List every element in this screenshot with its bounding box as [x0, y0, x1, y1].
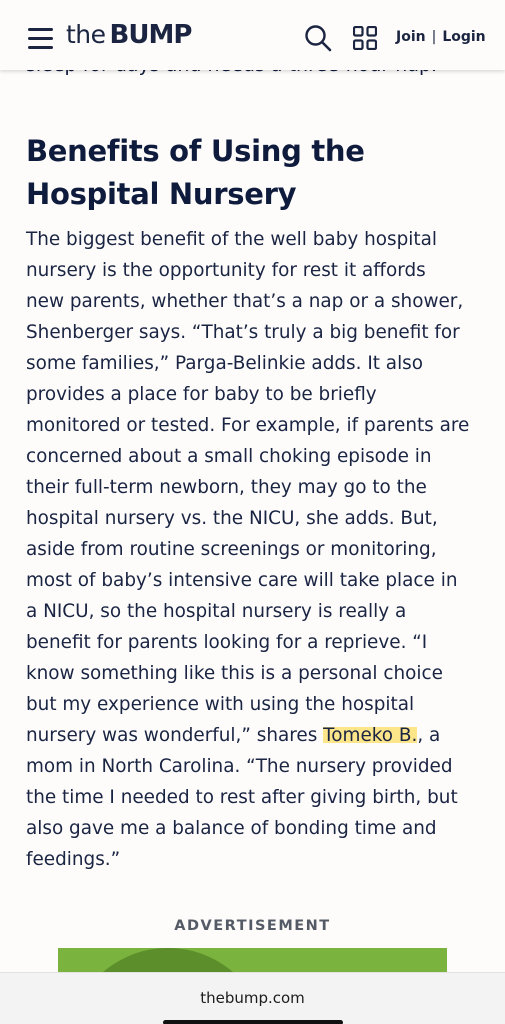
auth-links [396, 29, 486, 45]
paragraph-line: know something like this is a personal choice [26, 663, 443, 684]
grid-icon[interactable] [353, 26, 377, 50]
home-indicator [163, 1020, 343, 1024]
section-title-line: Benefits of Using the [26, 134, 365, 168]
paragraph-line: feedings.” [26, 849, 121, 870]
paragraph-line: benefit for parents looking for a reprieve. “I [26, 632, 428, 653]
paragraph-line: their full-term newborn, they may go to the [26, 477, 427, 498]
section-title [26, 130, 466, 216]
paragraph-line: new parents, whether that’s a nap or a shower, [26, 291, 464, 312]
paragraph-line: nursery is the opportunity for rest it affords [26, 260, 426, 281]
paragraph-line: hospital nursery vs. the NICU, she adds. But, [26, 508, 438, 529]
paragraph-line: Shenberger says. “That’s truly a big benefit for [26, 322, 460, 343]
paragraph-line: aside from routine screenings or monitoring, [26, 539, 437, 560]
site-header [0, 0, 505, 70]
menu-icon[interactable] [28, 28, 53, 49]
highlighted-name: Tomeko B. [323, 725, 418, 746]
section-title-line: Hospital Nursery [26, 177, 297, 211]
logo-the: the [66, 20, 106, 49]
paragraph-line [26, 720, 486, 751]
url-text[interactable]: thebump.com [200, 989, 305, 1007]
paragraph-line: a NICU, so the hospital nursery is really a [26, 601, 407, 622]
line-text: nursery was wonderful,” shares [26, 725, 324, 746]
paragraph-line: The biggest benefit of the well baby hospital [26, 229, 437, 250]
paragraph-line: some families,” Parga-Belinkie adds. It also [26, 353, 424, 374]
paragraph-line: mom in North Carolina. “The nursery provided [26, 756, 453, 777]
article-paragraph [26, 224, 486, 875]
advertisement-label: ADVERTISEMENT [174, 918, 331, 934]
auth-separator: | [431, 29, 437, 45]
paragraph-line: but my experience with using the hospital [26, 694, 415, 715]
search-icon[interactable] [304, 24, 332, 52]
site-logo[interactable] [66, 20, 191, 54]
browser-address-bar[interactable] [0, 972, 505, 1024]
login-link[interactable]: Login [442, 29, 486, 45]
paragraph-line: most of baby’s intensive care will take place in [26, 570, 458, 591]
paragraph-line: also gave me a balance of bonding time and [26, 818, 437, 839]
logo-bump: BUMP [109, 20, 192, 50]
paragraph-line: provides a place for baby to be briefly [26, 384, 377, 405]
line-text: , a [417, 725, 441, 746]
join-link[interactable]: Join [396, 29, 426, 45]
paragraph-line: concerned about a small choking episode in [26, 446, 432, 467]
paragraph-line: monitored or tested. For example, if parents are [26, 415, 470, 436]
paragraph-line: the time I needed to rest after giving birth, but [26, 787, 458, 808]
